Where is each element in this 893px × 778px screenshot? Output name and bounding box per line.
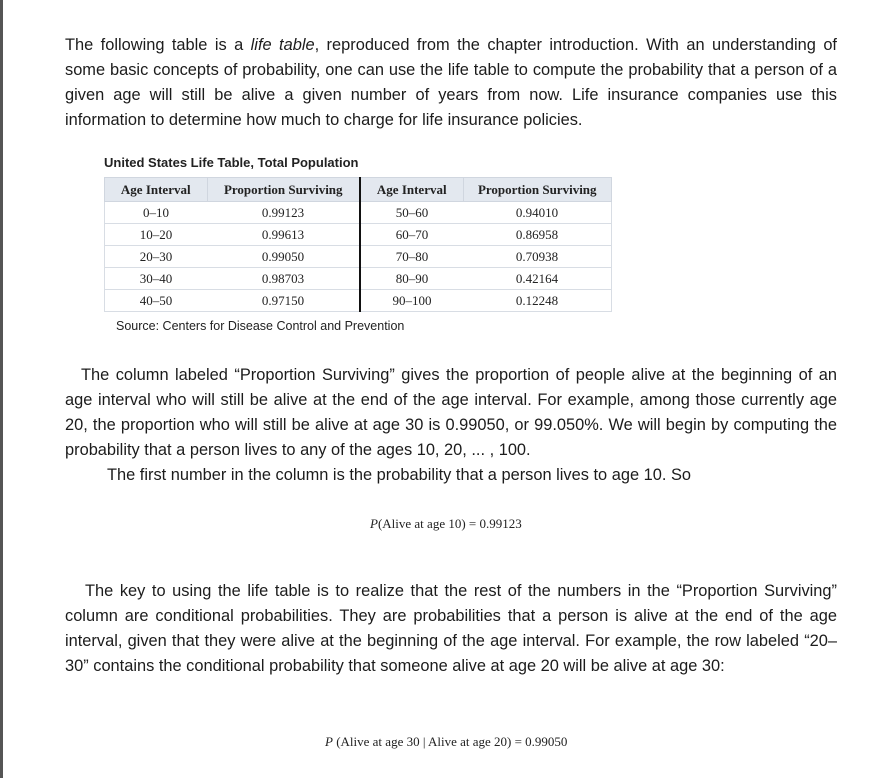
cell: 0–10 (105, 202, 208, 224)
intro-italic-term: life table (250, 36, 315, 54)
cell: 30–40 (105, 268, 208, 290)
table-row (105, 202, 612, 224)
table-row (105, 246, 612, 268)
intro-text-end: , reproduced from the chapter introduction. With an understanding of some basic concepts of probability, one can use the life table to compute the probability that a person of a given age will still be alive a given number of years from now. Life insurance companies use this information to determine how much to charge for life insurance policies. (65, 36, 837, 129)
cell: 80–90 (360, 268, 463, 290)
header-proportion-surviving-1: Proportion Surviving (207, 178, 360, 202)
formula-p: P (325, 734, 333, 749)
life-table (104, 177, 612, 312)
cell: 0.94010 (463, 202, 612, 224)
table-header-row (105, 178, 612, 202)
cell: 0.42164 (463, 268, 612, 290)
table-source: Source: Centers for Disease Control and Prevention (116, 319, 405, 333)
explanation-paragraph: The column labeled “Proportion Surviving” gives the proportion of people alive at the beginning of an age interval who will still be alive at the end of the age interval. For example, among those currently age 20, the proportion who will still be alive at age 30 is 0.99050, or 99.050%. We will begin by computing the probability that a person lives to any of the ages 10, 20, ... , 100. (65, 366, 837, 459)
formula-conditional (325, 734, 567, 750)
cell: 90–100 (360, 290, 463, 312)
cell: 70–80 (360, 246, 463, 268)
cell: 20–30 (105, 246, 208, 268)
formula-expression: (Alive at age 10) = 0.99123 (377, 516, 522, 531)
cell: 0.12248 (463, 290, 612, 312)
intro-text-start: The following table is a (65, 36, 251, 54)
formula-p: P (370, 516, 378, 531)
formula-expression: (Alive at age 30 | Alive at age 20) = 0.99050 (332, 734, 568, 749)
cell: 0.99613 (207, 224, 360, 246)
cell: 60–70 (360, 224, 463, 246)
intro-paragraph (65, 33, 837, 133)
header-age-interval-1: Age Interval (105, 178, 208, 202)
table-row (105, 224, 612, 246)
cell: 10–20 (105, 224, 208, 246)
cell: 50–60 (360, 202, 463, 224)
cell: 0.97150 (207, 290, 360, 312)
header-proportion-surviving-2: Proportion Surviving (463, 178, 612, 202)
cell: 0.86958 (463, 224, 612, 246)
cell: 0.98703 (207, 268, 360, 290)
table-caption: United States Life Table, Total Population (104, 155, 359, 170)
table-row (105, 268, 612, 290)
cell: 0.70938 (463, 246, 612, 268)
first-number-paragraph: The first number in the column is the probability that a person lives to age 10. So (107, 466, 692, 484)
cell: 0.99050 (207, 246, 360, 268)
conditional-paragraph: The key to using the life table is to realize that the rest of the numbers in the “Proportion Surviving” column are conditional probabilities. They are probabilities that a person is alive at the end of the age interval, given that they were alive at the beginning of the age interval. For example, the row labeled “20–30” contains the conditional probability that someone alive at age 20 will be alive at age 30: (65, 582, 837, 675)
cell: 0.99123 (207, 202, 360, 224)
table-row (105, 290, 612, 312)
cell: 40–50 (105, 290, 208, 312)
formula-alive-age-10 (370, 516, 522, 532)
header-age-interval-2: Age Interval (360, 178, 463, 202)
